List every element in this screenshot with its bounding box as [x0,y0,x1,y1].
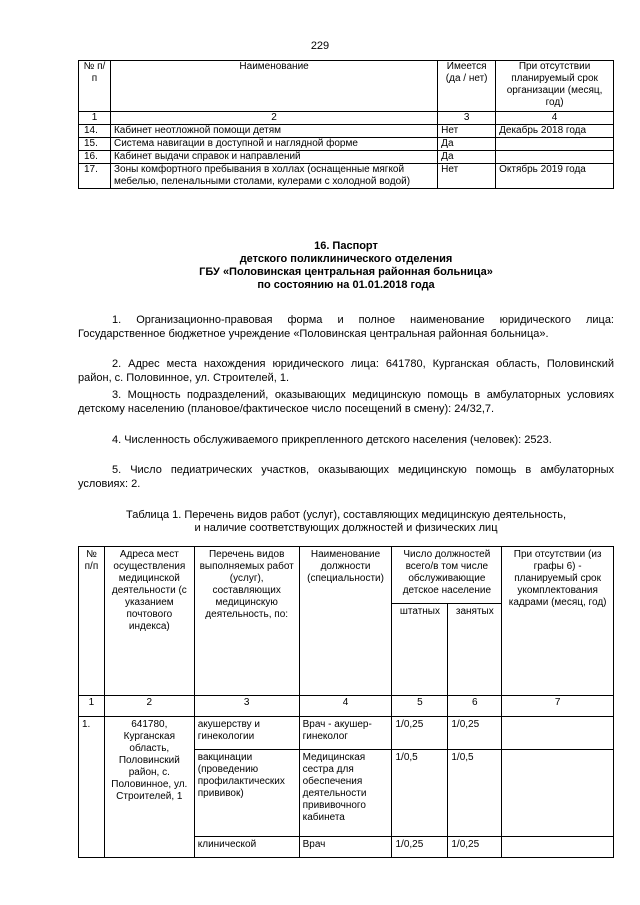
col-number: 2 [104,696,194,717]
header-count: Число должностей всего/в том числе обслуживающие детское население [392,547,502,604]
header-name: Наименование [110,61,437,112]
row-has: Нет [438,164,496,189]
passport-title-line: детского поликлинического отделения [239,253,453,265]
col-number: 6 [448,696,502,717]
header-address: Адреса мест осуществления медицинской деятельности (с указанием почтового индекса) [104,547,194,696]
table-header-row [79,61,614,112]
column-number-row [79,696,614,717]
col-number: 3 [438,112,496,125]
col-number: 3 [194,696,299,717]
table-row [79,164,614,189]
table-row [79,138,614,151]
paragraph-capacity: 3. Мощность подразделений, оказывающих медицинскую помощь в амбулаторных условиях детскому населению (плановое/фактическое число посещений в смену): 24/32,7. [78,389,614,415]
paragraph-address: 2. Адрес места нахождения юридического лица: 641780, Курганская область, Половинский район, с. Половинное, ул. Строителей, 1. [78,358,614,384]
header-has: Имеется (да / нет) [438,61,496,112]
table-row [79,717,614,750]
header-plan: При отсутствии (из графы 6) - планируемый срок укомплектования кадрами (месяц, год) [502,547,614,696]
header-num: № п/п [79,61,111,112]
table-row [79,125,614,138]
row-term [496,151,614,164]
passport-title-line: ГБУ «Половинская центральная районная больница» [199,266,493,278]
row-position: Врач - акушер-гинеколог [299,717,392,750]
row-has: Да [438,151,496,164]
row-num: 16. [79,151,111,164]
col-number: 4 [299,696,392,717]
row-has: Нет [438,125,496,138]
col-number: 1 [79,696,105,717]
column-number-row [79,112,614,125]
col-number: 5 [392,696,448,717]
row-occupied: 1/0,5 [448,750,502,837]
row-occupied: 1/0,25 [448,717,502,750]
table-row [79,151,614,164]
row-plan [502,717,614,750]
paragraph-population: 4. Численность обслуживаемого прикрепленного детского населения (человек): 2523. [112,434,552,446]
row-has: Да [438,138,496,151]
paragraph-legal-form: 1. Организационно-правовая форма и полное наименование юридического лица: Государственное бюджетное учреждение «Половинская центральная районная больница». [78,314,614,340]
header-position: Наименование должности (специальности) [299,547,392,696]
col-number: 1 [79,112,111,125]
col-number: 4 [496,112,614,125]
row-address: 641780, Курганская область, Половинский район, с. Половинное, ул. Строителей, 1 [104,717,194,858]
col-number: 2 [110,112,437,125]
row-name: Система навигации в доступной и наглядной форме [110,138,437,151]
col-number: 7 [502,696,614,717]
passport-title [78,240,614,292]
row-plan [502,750,614,837]
row-staff: 1/0,25 [392,837,448,858]
table-caption [78,509,614,535]
header-num: № п/п [79,547,105,696]
passport-title-line: 16. Паспорт [314,240,378,252]
table-header-row [79,547,614,604]
row-staff: 1/0,5 [392,750,448,837]
paragraph-districts: 5. Число педиатрических участков, оказывающих медицинскую помощь в амбулаторных условиях: 2. [78,464,614,490]
row-num: 14. [79,125,111,138]
row-num: 1. [79,717,105,858]
passport-title-line: по состоянию на 01.01.2018 года [257,279,435,291]
facilities-table [78,60,614,189]
row-name: Кабинет неотложной помощи детям [110,125,437,138]
page-number: 229 [310,40,330,52]
row-term: Октябрь 2019 года [496,164,614,189]
caption-line: и наличие соответствующих должностей и физических лиц [194,522,498,534]
header-occupied: занятых [448,604,502,696]
row-position: Медицинская сестра для обеспечения деятельности прививочного кабинета [299,750,392,837]
row-work: вакцинации (проведению профилактических прививок) [194,750,299,837]
row-staff: 1/0,25 [392,717,448,750]
header-works: Перечень видов выполняемых работ (услуг), составляющих медицинскую деятельность, по: [194,547,299,696]
header-term: При отсутствии планируемый срок организации (месяц, год) [496,61,614,112]
row-name: Зоны комфортного пребывания в холлах (оснащенные мягкой мебелью, пеленальными столами, кулерами с холодной водой) [110,164,437,189]
row-occupied: 1/0,25 [448,837,502,858]
row-name: Кабинет выдачи справок и направлений [110,151,437,164]
row-work: акушерству и гинекологии [194,717,299,750]
row-term [496,138,614,151]
row-num: 17. [79,164,111,189]
header-staff: штатных [392,604,448,696]
row-position: Врач [299,837,392,858]
row-term: Декабрь 2018 года [496,125,614,138]
row-plan [502,837,614,858]
row-work: клинической [194,837,299,858]
staff-table [78,546,614,858]
caption-line: Таблица 1. Перечень видов работ (услуг), составляющих медицинскую деятельность, [125,509,567,521]
row-num: 15. [79,138,111,151]
